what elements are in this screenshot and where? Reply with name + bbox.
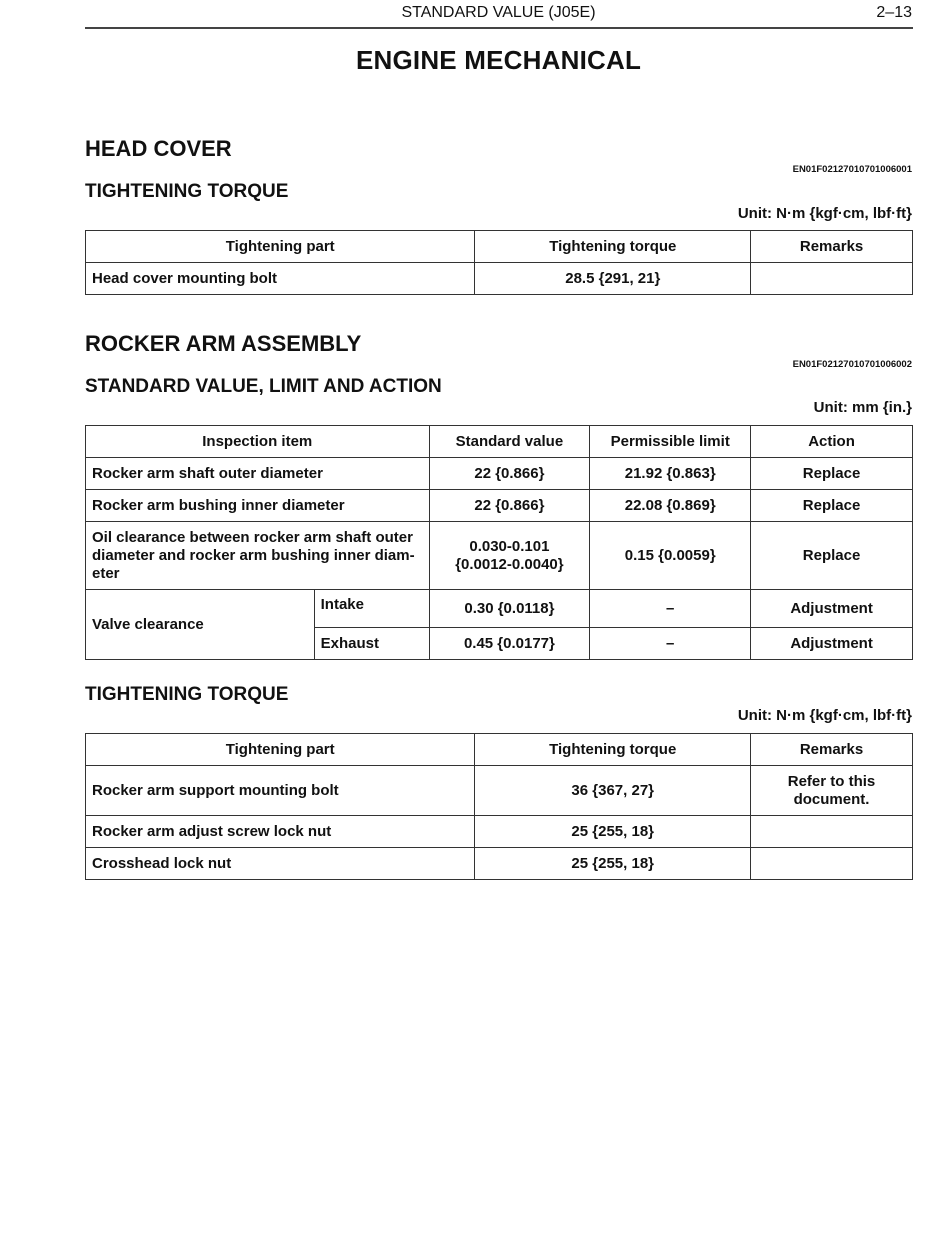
column-header: Standard value <box>429 426 590 458</box>
subsection-title-tightening-torque: TIGHTENING TORQUE <box>85 181 289 202</box>
cell-standard: 0.45 {0.0177} <box>429 628 590 660</box>
column-header: Tightening torque <box>475 231 751 263</box>
page-title: ENGINE MECHANICAL <box>355 45 642 75</box>
cell-torque: 25 {255, 18} <box>475 816 751 848</box>
column-header: Action <box>751 426 913 458</box>
cell-remarks <box>751 816 913 848</box>
cell-action: Replace <box>751 458 913 490</box>
table-header-row <box>86 734 913 766</box>
cell-item: Rocker arm bushing inner diameter <box>86 490 430 522</box>
cell-part: Rocker arm support mounting bolt <box>86 766 475 816</box>
cell-torque: 36 {367, 27} <box>475 766 751 816</box>
cell-action: Replace <box>751 490 913 522</box>
table-row <box>86 263 913 295</box>
table-header-row <box>86 426 913 458</box>
cell-item: Rocker arm shaft outer diameter <box>86 458 430 490</box>
table-row <box>86 590 913 628</box>
cell-standard <box>429 522 590 590</box>
cell-action: Adjustment <box>751 590 913 628</box>
table-row <box>86 458 913 490</box>
cell-standard: 22 {0.866} <box>429 458 590 490</box>
column-header: Remarks <box>751 734 913 766</box>
cell-part: Crosshead lock nut <box>86 848 475 880</box>
cell-remarks <box>751 848 913 880</box>
cell-remarks <box>751 263 913 295</box>
table-row <box>86 490 913 522</box>
column-header: Permissible limit <box>590 426 751 458</box>
section-title-head-cover: HEAD COVER <box>85 136 232 161</box>
cell-limit: 0.15 {0.0059} <box>590 522 751 590</box>
table-header-row <box>86 231 913 263</box>
cell-remarks: Refer to this document. <box>751 766 913 816</box>
column-header: Remarks <box>751 231 913 263</box>
page-number: 2–13 <box>876 4 912 21</box>
unit-label: Unit: N·m {kgf·cm, lbf·ft} <box>737 707 912 724</box>
cell-action: Adjustment <box>751 628 913 660</box>
column-header: Tightening part <box>86 231 475 263</box>
head-cover-torque-table <box>85 230 913 295</box>
cell-action: Replace <box>751 522 913 590</box>
cell-standard: 22 {0.866} <box>429 490 590 522</box>
unit-label: Unit: mm {in.} <box>813 399 912 416</box>
standard-line-1: 0.030-0.101 <box>469 537 550 555</box>
table-row <box>86 816 913 848</box>
table-row <box>86 522 913 590</box>
cell-limit: 22.08 {0.869} <box>590 490 751 522</box>
cell-limit: – <box>590 628 751 660</box>
section-title-rocker-arm-assembly: ROCKER ARM ASSEMBLY <box>85 331 362 356</box>
column-header: Tightening part <box>86 734 475 766</box>
cell-standard: 0.30 {0.0118} <box>429 590 590 628</box>
unit-label: Unit: N·m {kgf·cm, lbf·ft} <box>737 205 912 222</box>
column-header: Inspection item <box>86 426 430 458</box>
rocker-arm-standard-value-table <box>85 425 913 660</box>
cell-sub-item: Exhaust <box>314 628 429 660</box>
cell-item: Valve clearance <box>86 590 315 660</box>
cell-part: Head cover mounting bolt <box>86 263 475 295</box>
subsection-title-standard-value: STANDARD VALUE, LIMIT AND ACTION <box>85 376 442 397</box>
cell-torque: 28.5 {291, 21} <box>475 263 751 295</box>
header-rule <box>85 27 913 29</box>
column-header: Tightening torque <box>475 734 751 766</box>
subsection-title-tightening-torque: TIGHTENING TORQUE <box>85 684 289 705</box>
standard-line-2: {0.0012-0.0040} <box>455 555 564 573</box>
cell-part: Rocker arm adjust screw lock nut <box>86 816 475 848</box>
cell-item: Oil clearance between rocker arm shaft outer diameter and rocker arm bushing inner diam-eter <box>86 522 430 590</box>
doc-code: EN01F02127010701006001 <box>792 164 912 175</box>
cell-sub-item: Intake <box>314 590 429 628</box>
table-row <box>86 848 913 880</box>
running-header-title: STANDARD VALUE (J05E) <box>401 4 596 21</box>
cell-torque: 25 {255, 18} <box>475 848 751 880</box>
table-row <box>86 766 913 816</box>
cell-limit: – <box>590 590 751 628</box>
cell-limit: 21.92 {0.863} <box>590 458 751 490</box>
rocker-arm-torque-table <box>85 733 913 880</box>
doc-code: EN01F02127010701006002 <box>792 359 912 370</box>
